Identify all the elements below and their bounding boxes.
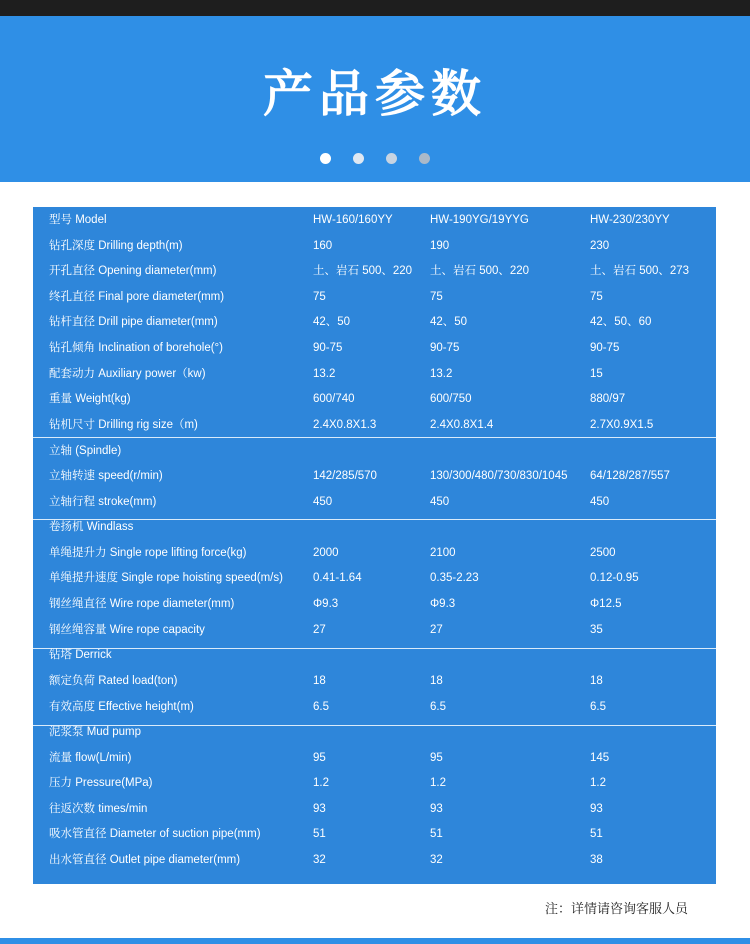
row-label: 压力 Pressure(MPa) [49, 777, 153, 789]
cell-value: 2000 [313, 547, 339, 559]
cell-value: 64/128/287/557 [590, 470, 670, 482]
table-row [33, 848, 716, 873]
header-banner [0, 16, 750, 182]
section-header-row [33, 643, 716, 668]
cell-value: 35 [590, 624, 603, 636]
row-label: 钻孔深度 Drilling depth(m) [49, 240, 183, 252]
cell-value: 600/750 [430, 393, 472, 405]
row-label: 钢丝绳容量 Wire rope capacity [49, 624, 205, 636]
table-row [33, 566, 716, 591]
row-label: 钢丝绳直径 Wire rope diameter(mm) [49, 598, 235, 610]
row-label: 吸水管直径 Diameter of suction pipe(mm) [49, 828, 261, 840]
cell-value: 42、50、60 [590, 316, 652, 328]
cell-value: 130/300/480/730/830/1045 [430, 470, 568, 482]
row-label: 泥浆泵 Mud pump [49, 726, 142, 738]
cell-value: 93 [313, 803, 326, 815]
table-row [33, 822, 716, 847]
cell-value: 1.2 [430, 777, 446, 789]
row-label: 钻机尺寸 Drilling rig size（m) [49, 419, 198, 431]
cell-value: 18 [430, 675, 443, 687]
row-label: 钻孔倾角 Inclination of borehole(°) [49, 342, 223, 354]
row-label: 额定负荷 Rated load(ton) [49, 675, 178, 687]
cell-value: 95 [430, 752, 443, 764]
cell-value: 190 [430, 240, 450, 252]
cell-value: 42、50 [313, 316, 351, 328]
row-label: 配套动力 Auxiliary power（kw) [49, 368, 206, 380]
cell-value: 450 [590, 496, 610, 508]
cell-value: HW-160/160YY [313, 214, 393, 226]
cell-value: Φ9.3 [313, 598, 339, 610]
cell-value: 32 [430, 854, 443, 866]
table-row [33, 310, 716, 335]
cell-value: 95 [313, 752, 326, 764]
cell-value: 土、岩石 500、220 [313, 265, 413, 277]
cell-value: 450 [313, 496, 333, 508]
row-label: 立轴 (Spindle) [49, 445, 122, 457]
cell-value: 160 [313, 240, 333, 252]
cell-value: 230 [590, 240, 610, 252]
table-row [33, 336, 716, 361]
row-label: 钻杆直径 Drill pipe diameter(mm) [49, 316, 218, 328]
cell-value: 6.5 [590, 701, 606, 713]
row-label: 有效高度 Effective height(m) [49, 701, 194, 713]
cell-value: 2.7X0.9X1.5 [590, 419, 654, 431]
cell-value: 145 [590, 752, 610, 764]
table-row [33, 208, 716, 233]
table-row [33, 285, 716, 310]
cell-value: 142/285/570 [313, 470, 377, 482]
row-label: 钻塔 Derrick [49, 649, 112, 661]
row-label: 终孔直径 Final pore diameter(mm) [49, 291, 225, 303]
table-row [33, 464, 716, 489]
row-label: 型号 Model [49, 214, 107, 226]
cell-value: 880/97 [590, 393, 626, 405]
section-header-row [33, 439, 716, 464]
cell-value: 13.2 [313, 368, 336, 380]
section-header-row [33, 720, 716, 745]
dot-1 [320, 153, 331, 164]
cell-value: 450 [430, 496, 450, 508]
cell-value: 6.5 [313, 701, 329, 713]
contact-note: 注：详情请咨询客服人员 [544, 901, 688, 916]
cell-value: 土、岩石 500、273 [590, 265, 690, 277]
cell-value: HW-190YG/19YYG [430, 214, 529, 226]
row-label: 单绳提升速度 Single rope hoisting speed(m/s) [49, 572, 283, 584]
cell-value: 90-75 [313, 342, 343, 354]
cell-value: 2.4X0.8X1.4 [430, 419, 494, 431]
top-dark-bar [0, 0, 750, 16]
cell-value: Φ9.3 [430, 598, 456, 610]
table-row [33, 771, 716, 796]
table-row [33, 362, 716, 387]
cell-value: 土、岩石 500、220 [430, 265, 530, 277]
row-label: 流量 flow(L/min) [49, 752, 132, 764]
row-label: 卷扬机 Windlass [49, 521, 134, 533]
cell-value: 15 [590, 368, 603, 380]
page-title: 产品参数 [263, 65, 487, 123]
table-row [33, 746, 716, 771]
table-row [33, 695, 716, 720]
cell-value: 51 [430, 828, 443, 840]
section-header-row [33, 515, 716, 540]
cell-value: 51 [313, 828, 326, 840]
cell-value: 600/740 [313, 393, 355, 405]
bottom-blue-bar [0, 938, 750, 944]
cell-value: 2100 [430, 547, 456, 559]
cell-value: 2500 [590, 547, 616, 559]
cell-value: 27 [313, 624, 326, 636]
cell-value: 51 [590, 828, 603, 840]
cell-value: 13.2 [430, 368, 453, 380]
cell-value: 75 [430, 291, 443, 303]
cell-value: Φ12.5 [590, 598, 622, 610]
row-label: 重量 Weight(kg) [49, 393, 131, 405]
row-label: 出水管直径 Outlet pipe diameter(mm) [49, 854, 241, 866]
row-label: 单绳提升力 Single rope lifting force(kg) [49, 547, 247, 559]
cell-value: 6.5 [430, 701, 446, 713]
table-row [33, 541, 716, 566]
dot-4 [419, 153, 430, 164]
table-row [33, 259, 716, 284]
cell-value: 18 [590, 675, 603, 687]
row-label: 立轴转速 speed(r/min) [49, 470, 163, 482]
carousel-dots [0, 153, 750, 164]
table-row [33, 592, 716, 617]
cell-value: 75 [313, 291, 326, 303]
cell-value: 38 [590, 854, 603, 866]
cell-value: 1.2 [313, 777, 329, 789]
cell-value: 0.41-1.64 [313, 572, 362, 584]
cell-value: 1.2 [590, 777, 606, 789]
table-row [33, 669, 716, 694]
cell-value: 75 [590, 291, 603, 303]
table-row [33, 490, 716, 515]
cell-value: HW-230/230YY [590, 214, 670, 226]
row-label: 立轴行程 stroke(mm) [49, 496, 157, 508]
cell-value: 93 [430, 803, 443, 815]
table-row [33, 387, 716, 412]
table-row [33, 618, 716, 643]
cell-value: 2.4X0.8X1.3 [313, 419, 377, 431]
dot-2 [353, 153, 364, 164]
table-row [33, 413, 716, 438]
table-row [33, 797, 716, 822]
cell-value: 0.12-0.95 [590, 572, 639, 584]
dot-3 [386, 153, 397, 164]
cell-value: 93 [590, 803, 603, 815]
cell-value: 42、50 [430, 316, 468, 328]
cell-value: 90-75 [590, 342, 620, 354]
cell-value: 32 [313, 854, 326, 866]
cell-value: 0.35-2.23 [430, 572, 479, 584]
table-row [33, 234, 716, 259]
row-label: 往返次数 times/min [49, 803, 148, 815]
cell-value: 90-75 [430, 342, 460, 354]
row-label: 开孔直径 Opening diameter(mm) [49, 265, 217, 277]
cell-value: 18 [313, 675, 326, 687]
cell-value: 27 [430, 624, 443, 636]
